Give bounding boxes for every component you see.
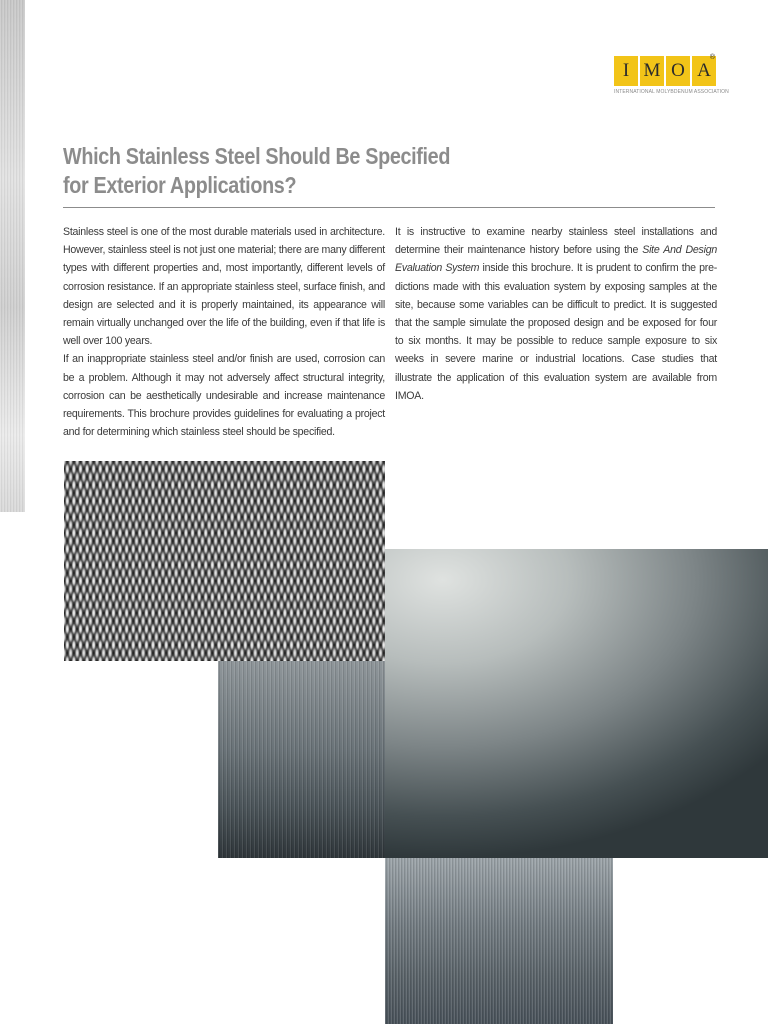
right-text-after: inside this brochure. It is prudent to confirm the pre-dictions made with this evaluation system by exposing samples at the site, because some variables can be difficult to predict. It is suggested that the sample simulate the proposed design and be exposed for four to six months. It may be possible to reduce sample exposure to six weeks in severe marine or industrial locations. Case studies that illustrate the application of this evaluation system are available from IMOA.: [395, 262, 717, 402]
right-paragraph: [395, 223, 717, 405]
imoa-logo: [614, 54, 729, 97]
body-column-right: [395, 223, 717, 405]
patterned-steel-texture-image: [64, 461, 385, 661]
page-title-line-2: for Exterior Applications?: [63, 172, 297, 198]
body-column-left: [63, 223, 385, 441]
page-title: [63, 142, 613, 200]
left-paragraph-2: If an inappropriate stainless steel and/or finish are used, corrosion can be a problem. Although it may not adversely affect structural integrity, corrosion can be aesthetically undesirable and increase maintenance requirements. This brochure provides guidelines for evaluating a project and for determining which stainless steel should be specified.: [63, 353, 385, 439]
page-title-line-1: Which Stainless Steel Should Be Specified: [63, 143, 451, 169]
registered-mark: ®: [709, 54, 715, 61]
logo-letter-m: M: [640, 56, 664, 86]
logo-letter-o: O: [666, 56, 690, 86]
logo-letter-boxes: [614, 56, 716, 86]
logo-tagline: INTERNATIONAL MOLYBDENUM ASSOCIATION: [614, 89, 729, 95]
logo-letter-a: A: [697, 60, 711, 81]
brushed-steel-texture-image: [218, 661, 385, 858]
logo-letter-i: I: [614, 56, 638, 86]
right-text-before: It is instructive to examine nearby stainless steel installations and determine their maintenance history before using the: [395, 226, 717, 257]
brushed-steel-edge-strip: [0, 0, 25, 512]
logo-letter-a-box: [692, 56, 716, 86]
left-paragraph-1: Stainless steel is one of the most durable materials used in architecture. However, stainless steel is not just one material; there are many different types with different properties and, most importantly, different levels of corrosion resistance. If an appropriate stainless steel, surface finish, and design are selected and it is properly maintained, its appearance will remain virtually unchanged over the life of the building, even if that life is well over 100 years.: [63, 226, 385, 348]
brushed-steel-texture-image-bottom: [385, 858, 613, 1024]
polished-steel-texture-image: [385, 549, 768, 858]
title-divider: [63, 207, 715, 208]
evaluation-system-emphasis: Site And Design Evaluation System: [395, 244, 717, 275]
